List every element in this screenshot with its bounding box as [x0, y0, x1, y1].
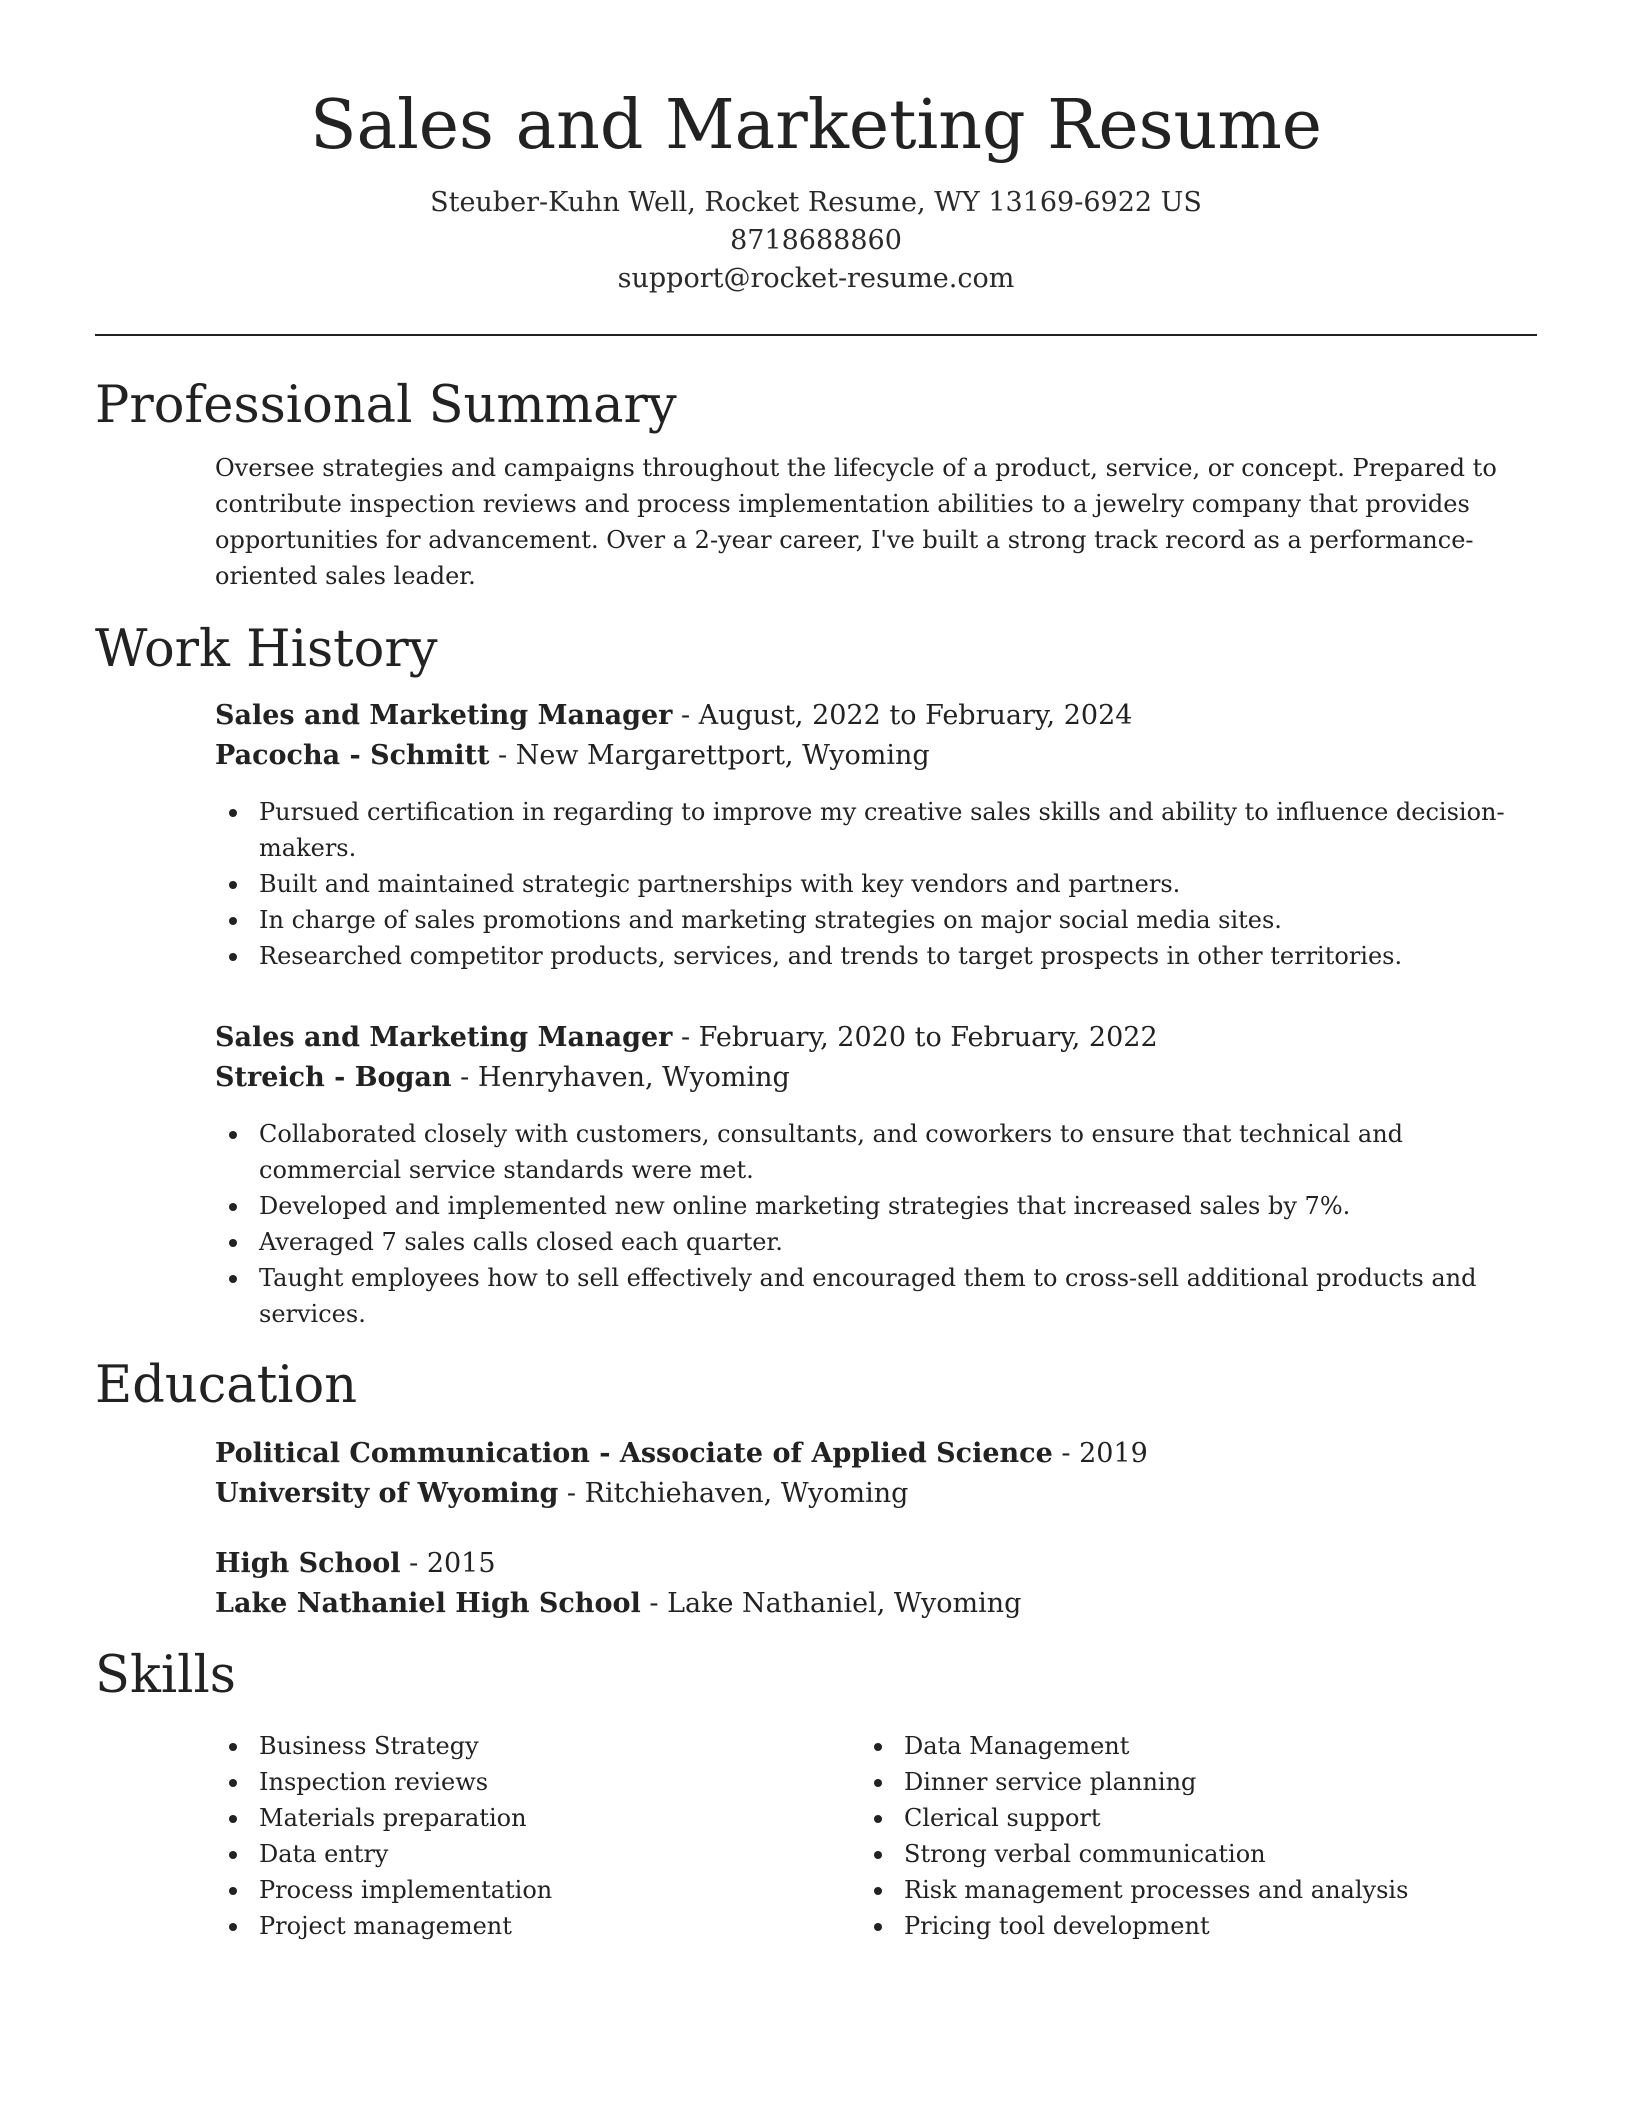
job-title-line — [215, 1018, 1537, 1058]
header-divider — [95, 334, 1537, 336]
school-line — [215, 1584, 1537, 1624]
school-location: - Ritchiehaven, Wyoming — [558, 1478, 909, 1509]
summary-heading: Professional Summary — [95, 376, 677, 435]
job-location: - New Margarettport, Wyoming — [489, 740, 930, 771]
page-title: Sales and Marketing Resume — [309, 86, 1323, 165]
list-item: Dinner service planning — [860, 1764, 1505, 1800]
list-item: Inspection reviews — [215, 1764, 860, 1800]
list-item: Process implementation — [215, 1872, 860, 1908]
job-company: Pacocha - Schmitt — [215, 740, 490, 771]
list-item: Data Management — [860, 1728, 1505, 1764]
degree-line — [215, 1434, 1537, 1474]
job-company-line — [215, 1058, 1537, 1098]
education-entry — [95, 1434, 1537, 1514]
school-line — [215, 1474, 1537, 1514]
list-item: Clerical support — [860, 1800, 1505, 1836]
degree-line — [215, 1544, 1537, 1584]
list-item: Pricing tool development — [860, 1908, 1505, 1944]
education-section — [95, 1354, 1537, 1624]
job-company-line — [215, 736, 1537, 776]
job-entry — [95, 1018, 1537, 1332]
degree-name: High School — [215, 1548, 401, 1579]
list-item: Materials preparation — [215, 1800, 860, 1836]
summary-text: Oversee strategies and campaigns throughout the lifecycle of a product, service, or concept. Prepared to contribute inspection reviews and process implementation abilities to a jewelry company that provides opportunities for advancement. Over a 2-year career, I've built a strong track record as a performance-oriented sales leader. — [215, 454, 1497, 590]
list-item: Project management — [215, 1908, 860, 1944]
degree-name: Political Communication - Associate of Applied Science — [215, 1438, 1053, 1469]
phone-text: 8718688860 — [730, 225, 902, 256]
skills-column-left — [215, 1728, 860, 1944]
list-item: Collaborated closely with customers, consultants, and coworkers to ensure that technical and commercial service standards were met. — [215, 1116, 1537, 1188]
address-text: Steuber-Kuhn Well, Rocket Resume, WY 13169-6922 US — [430, 187, 1202, 218]
skills-section — [95, 1644, 1537, 1944]
list-item: Data entry — [215, 1836, 860, 1872]
job-title-line — [215, 696, 1537, 736]
education-entry — [95, 1544, 1537, 1624]
list-item: Pursued certification in regarding to improve my creative sales skills and ability to influence decision-makers. — [215, 794, 1537, 866]
summary-section — [95, 374, 1537, 594]
degree-year: - 2019 — [1052, 1438, 1148, 1469]
list-item: Business Strategy — [215, 1728, 860, 1764]
school-name: Lake Nathaniel High School — [215, 1588, 641, 1619]
list-item: In charge of sales promotions and marketing strategies on major social media sites. — [215, 902, 1537, 938]
list-item: Built and maintained strategic partnerships with key vendors and partners. — [215, 866, 1537, 902]
job-bullets — [215, 794, 1537, 974]
job-company: Streich - Bogan — [215, 1062, 452, 1093]
skills-heading: Skills — [95, 1646, 236, 1705]
job-bullets — [215, 1116, 1537, 1332]
list-item: Averaged 7 sales calls closed each quarter. — [215, 1224, 1537, 1260]
list-item: Researched competitor products, services, and trends to target prospects in other territories. — [215, 938, 1537, 974]
list-item: Risk management processes and analysis — [860, 1872, 1505, 1908]
resume-header — [95, 0, 1537, 298]
school-name: University of Wyoming — [215, 1478, 559, 1509]
degree-year: - 2015 — [400, 1548, 496, 1579]
school-location: - Lake Nathaniel, Wyoming — [640, 1588, 1022, 1619]
job-title: Sales and Marketing Manager — [215, 700, 673, 731]
skills-list-right — [860, 1728, 1505, 1944]
job-title: Sales and Marketing Manager — [215, 1022, 673, 1053]
job-entry — [95, 696, 1537, 974]
list-item: Strong verbal communication — [860, 1836, 1505, 1872]
list-item: Taught employees how to sell effectively and encouraged them to cross-sell additional products and services. — [215, 1260, 1537, 1332]
job-dates: - August, 2022 to February, 2024 — [672, 700, 1133, 731]
job-dates: - February, 2020 to February, 2022 — [672, 1022, 1158, 1053]
education-heading: Education — [95, 1356, 358, 1415]
skills-grid — [95, 1728, 1537, 1944]
work-history-heading: Work History — [95, 620, 438, 679]
job-location: - Henryhaven, Wyoming — [451, 1062, 790, 1093]
list-item: Developed and implemented new online marketing strategies that increased sales by 7%. — [215, 1188, 1537, 1224]
skills-list-left — [215, 1728, 860, 1944]
contact-info — [95, 184, 1537, 298]
work-history-section — [95, 618, 1537, 1332]
email-text: support@rocket-resume.com — [617, 263, 1015, 294]
skills-column-right — [860, 1728, 1505, 1944]
